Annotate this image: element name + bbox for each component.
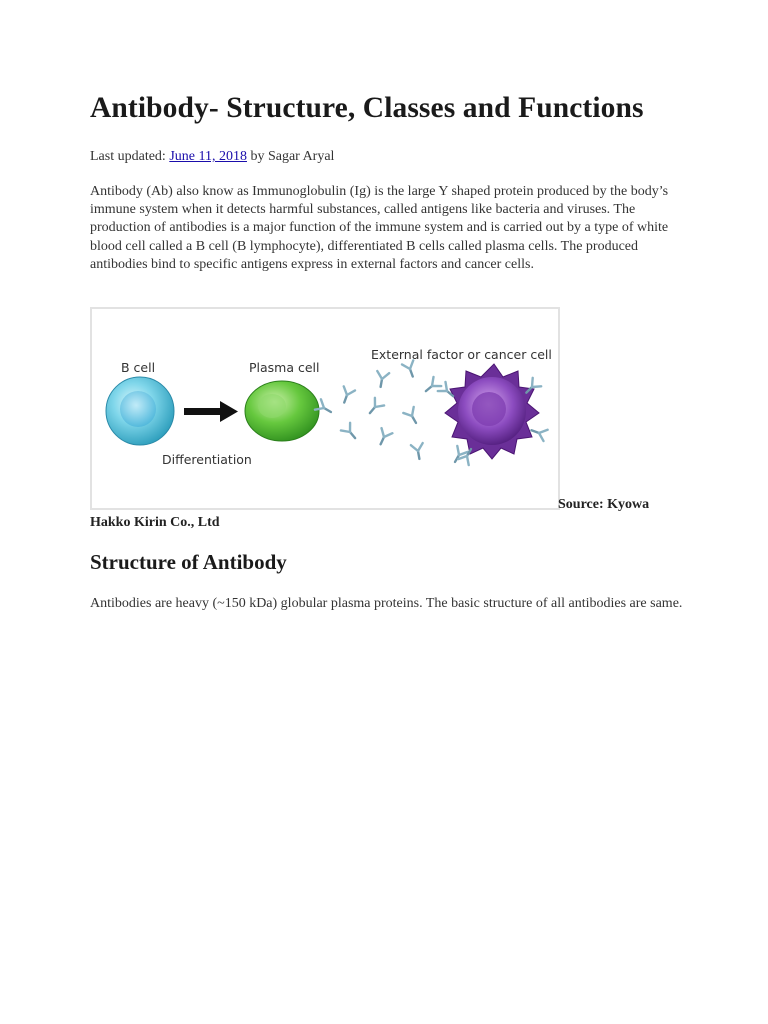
byline-author: by Sagar Aryal	[246, 149, 335, 164]
date-link[interactable]: June 11, 2018	[169, 149, 247, 164]
differentiation-arrow	[184, 401, 238, 422]
figure-diagram	[92, 309, 558, 508]
plasma-cell-shape	[245, 381, 319, 441]
byline	[90, 149, 334, 165]
byline-prefix: Last updated:	[90, 149, 170, 164]
figure-source-line1: Source: Kyowa	[558, 497, 650, 512]
label-b-cell: B cell	[121, 360, 156, 375]
b-cell-shape	[106, 377, 174, 445]
cancer-cell-shape	[438, 364, 548, 465]
label-plasma-cell: Plasma cell	[249, 360, 320, 375]
label-external-factor: External factor or cancer cell	[371, 347, 552, 362]
antibody-figure	[90, 307, 560, 510]
figure-source-line2: Hakko Kirin Co., Ltd	[90, 515, 220, 530]
intro-paragraph: Antibody (Ab) also know as Immunoglobulin (Ig) is the large Y shaped protein produced by the body’s immune system when it detects harmful substances, called antigens like bacteria and viruses. The production of antibodies is a major function of the immune system and is carried out by a type of white blood cell called a B cell (B lymphocyte), differentiated B cells called plasma cells. The produced antibodies bind to specific antigens express in external factors and cancer cells.	[90, 184, 669, 272]
structure-paragraph: Antibodies are heavy (~150 kDa) globular plasma proteins. The basic structure of all antibodies are same.	[90, 596, 683, 611]
section-heading-structure: Structure of Antibody	[90, 550, 287, 574]
page-title: Antibody- Structure, Classes and Functions	[90, 92, 644, 124]
label-differentiation: Differentiation	[162, 452, 252, 467]
